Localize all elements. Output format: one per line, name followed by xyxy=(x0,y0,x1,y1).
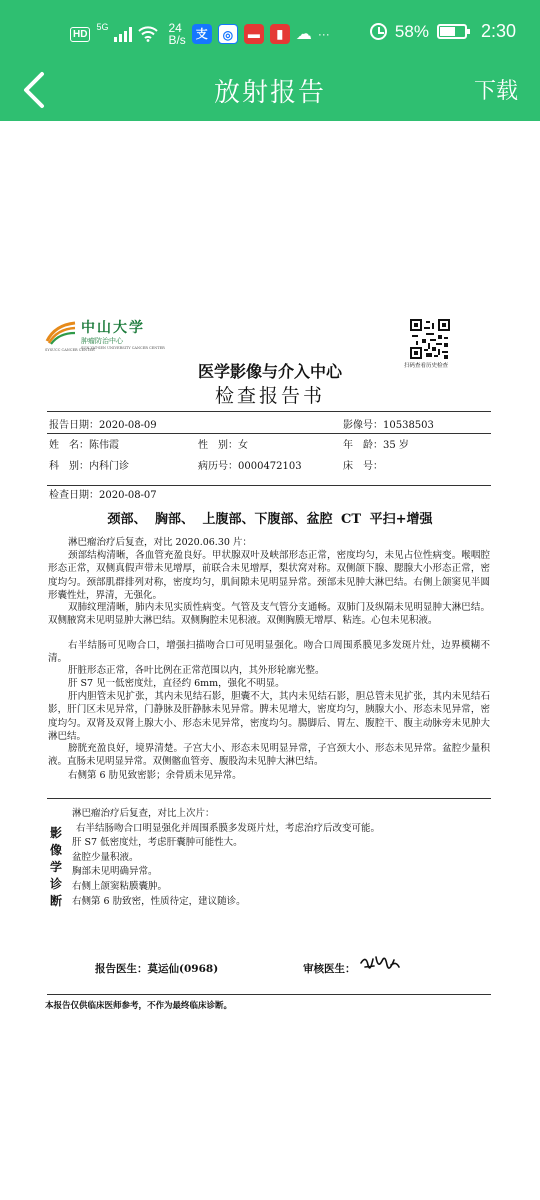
status-bar xyxy=(0,0,540,60)
exam-title: 颈部、 胸部、 上腹部、下腹部、盆腔 CT 平扫+增强 xyxy=(107,512,433,527)
logo-english-a: SYSUCC CANCER CENTER xyxy=(45,348,95,352)
sex-value: 女 xyxy=(238,440,248,451)
diagnosis-label xyxy=(49,825,63,910)
diagnosis-line: 右侧第 6 肋致密，性质待定，建议随诊。 xyxy=(72,895,246,907)
image-number-label: 影像号： xyxy=(343,420,383,431)
battery-icon xyxy=(437,24,467,39)
alarm-icon xyxy=(370,23,387,40)
patient-name: 陈伟霞 xyxy=(89,440,119,451)
divider xyxy=(47,994,491,995)
divider xyxy=(47,411,491,412)
department-value: 内科门诊 xyxy=(89,461,129,472)
image-number-field xyxy=(343,416,434,431)
network-speed xyxy=(168,22,185,46)
record-number-field xyxy=(198,457,302,472)
diagnosis-section xyxy=(72,807,380,909)
age-label: 年 龄： xyxy=(343,440,383,451)
age-field xyxy=(343,436,409,451)
finding-paragraph: 肝内胆管未见扩张，其内未见结石影，胆囊不大，其内未见结石影，胆总管未见扩张，其内未见结石影，肝门区未见异常，门静脉及肝静脉未见异常。脾未见增大，密度均匀，胰腺大小、形态未见异常，密度均匀。双肾及双肾上腺大小、形态未见异常，密度均匀。腸脚后、胃左、腹腔干、腹主动脉旁未见肿大淋巴结。 xyxy=(48,691,490,743)
diagnosis-label-char: 学 xyxy=(49,860,62,874)
record-number: 0000472103 xyxy=(238,461,302,472)
finding-paragraph: 膀胱充盈良好，境界清楚。子宫大小、形态未见明显异常，子宫颈大小、形态未见异常。盆腔少量积液。直肠未见明显异常。双侧髂血管旁、腹股沟未见肿大淋巴结。 xyxy=(48,743,490,768)
patient-name-field xyxy=(49,436,119,451)
battery-percent: 58% xyxy=(394,21,429,41)
diagnosis-label-char: 影 xyxy=(49,826,62,840)
report-date-label: 报告日期： xyxy=(49,420,99,431)
hospital-logo xyxy=(45,317,165,357)
report-document[interactable] xyxy=(0,121,540,1200)
alipay-app-icon: 支 xyxy=(192,24,212,44)
divider xyxy=(47,798,491,799)
divider xyxy=(47,433,491,434)
report-date-field xyxy=(49,416,157,431)
document-title: 检查报告书 xyxy=(214,385,325,407)
exam-date: 2020-08-07 xyxy=(99,490,157,501)
red-app-icon: ▬ xyxy=(244,24,264,44)
qr-code-icon xyxy=(410,319,450,359)
exam-date-label: 检查日期： xyxy=(49,490,99,501)
finding-paragraph: 肝脏形态正常，各叶比例在正常范围以内，其外形轮廓光整。 xyxy=(68,665,325,676)
diagnosis-line: 胸部未见明确异常。 xyxy=(72,866,158,878)
finding-paragraph: 右半结肠可见吻合口，增强扫描吻合口可见明显强化。吻合口周围系膜见多发斑片灶，边界模糊不清。 xyxy=(48,640,490,665)
speed-unit: B/s xyxy=(168,33,186,47)
image-number: 10538503 xyxy=(383,420,434,431)
finding-paragraph: 右侧第 6 肋见致密影；余骨质未见异常。 xyxy=(68,770,242,781)
status-left xyxy=(70,22,330,46)
reporter-label: 报告医生： xyxy=(95,963,148,975)
logo-subtitle: 肿瘤防治中心 xyxy=(81,337,123,345)
age-value: 35 岁 xyxy=(383,440,409,451)
diagnosis-line: 右侧上颌窦粘膜囊肿。 xyxy=(72,880,168,892)
top-bar xyxy=(0,0,540,121)
diagnosis-label-char: 像 xyxy=(49,843,62,857)
network-type: 5G xyxy=(96,22,109,32)
exam-date-field xyxy=(49,486,157,501)
center-name: 医学影像与介入中心 xyxy=(197,362,342,381)
bed-label: 床 号： xyxy=(343,461,383,472)
reviewer-label: 审核医生： xyxy=(303,963,356,975)
finding-paragraph: 淋巴瘤治疗后复查，对比 2020.06.30 片： xyxy=(68,537,252,548)
speed-value: 24 xyxy=(168,21,182,35)
clock-time: 2:30 xyxy=(480,21,516,41)
wifi-icon xyxy=(138,26,158,42)
logo-mark-icon xyxy=(45,319,77,345)
page-title: 放射报告 xyxy=(213,78,326,108)
diagnosis-line: 肝 S7 低密度灶，考虑肝囊肿可能性大。 xyxy=(72,837,243,849)
reporter-field xyxy=(95,961,218,976)
diagnosis-line: 右半结肠吻合口明显强化并周围系膜多发斑片灶，考虑治疗后改变可能。 xyxy=(76,822,381,834)
message-app-icon: ◎ xyxy=(218,24,238,44)
book-app-icon: ▮ xyxy=(270,24,290,44)
finding-paragraph: 肝 S7 见一低密度灶，直径约 6mm，强化不明显。 xyxy=(68,678,285,689)
patient-name-label: 姓 名： xyxy=(49,440,89,451)
diagnosis-label-char: 诊 xyxy=(49,877,62,891)
bed-field xyxy=(343,457,383,472)
record-number-label: 病历号： xyxy=(198,461,238,472)
signal-icon xyxy=(114,26,132,42)
diagnosis-line: 淋巴瘤治疗后复查，对比上次片： xyxy=(72,808,215,819)
diagnosis-line: 盆腔少量积液。 xyxy=(72,851,139,863)
finding-paragraph: 颈部结构清晰，各血管充盈良好。甲状腺双叶及峡部形态正常，密度均匀，未见占位性病变。喉咽腔形态正常，双侧真假声带未见增厚，前联合未见增厚，梨状窝对称。双侧颌下腺、腮腺大小形态正常，密度均匀。颈部肌群排列对称，密度均匀，肌间隙未见明显异常。颈部未见肿大淋巴结。右侧上颌窦见半圆形囊性灶，界清，无强化。 xyxy=(48,550,490,602)
app-bar xyxy=(0,60,540,121)
diagnosis-label-char: 断 xyxy=(49,894,62,908)
sex-field xyxy=(198,436,248,451)
qr-caption: 扫码查看历史检查 xyxy=(404,363,449,369)
signature-image xyxy=(358,951,402,977)
logo-english-b: SUN YAT-SEN UNIVERSITY CANCER CENTER xyxy=(81,346,165,350)
logo-name: 中山大学 xyxy=(81,320,145,336)
reviewer-field xyxy=(303,961,356,976)
disclaimer: 本报告仅供临床医师参考，不作为最终临床诊断。 xyxy=(45,1001,233,1011)
reporter-name: 莫运仙(0968) xyxy=(147,963,219,975)
download-button[interactable]: 下载 xyxy=(473,79,518,104)
hd-badge: HD xyxy=(70,27,90,42)
status-right xyxy=(370,21,516,42)
more-notifications-icon: ··· xyxy=(317,27,330,41)
cloud-icon: ☁ xyxy=(295,26,312,43)
sex-label: 性 别： xyxy=(198,440,238,451)
department-field xyxy=(49,457,129,472)
report-date: 2020-08-09 xyxy=(99,420,157,431)
finding-paragraph: 双肺纹理清晰，肺内未见实质性病变。气管及支气管分支通畅。双肺门及纵隔未见明显肿大淋巴结。双侧腋窝未见明显肿大淋巴结。双侧胸腔未见积液。双侧胸膜无增厚、粘连。心包未见积液。 xyxy=(48,602,490,627)
department-label: 科 别： xyxy=(49,461,89,472)
